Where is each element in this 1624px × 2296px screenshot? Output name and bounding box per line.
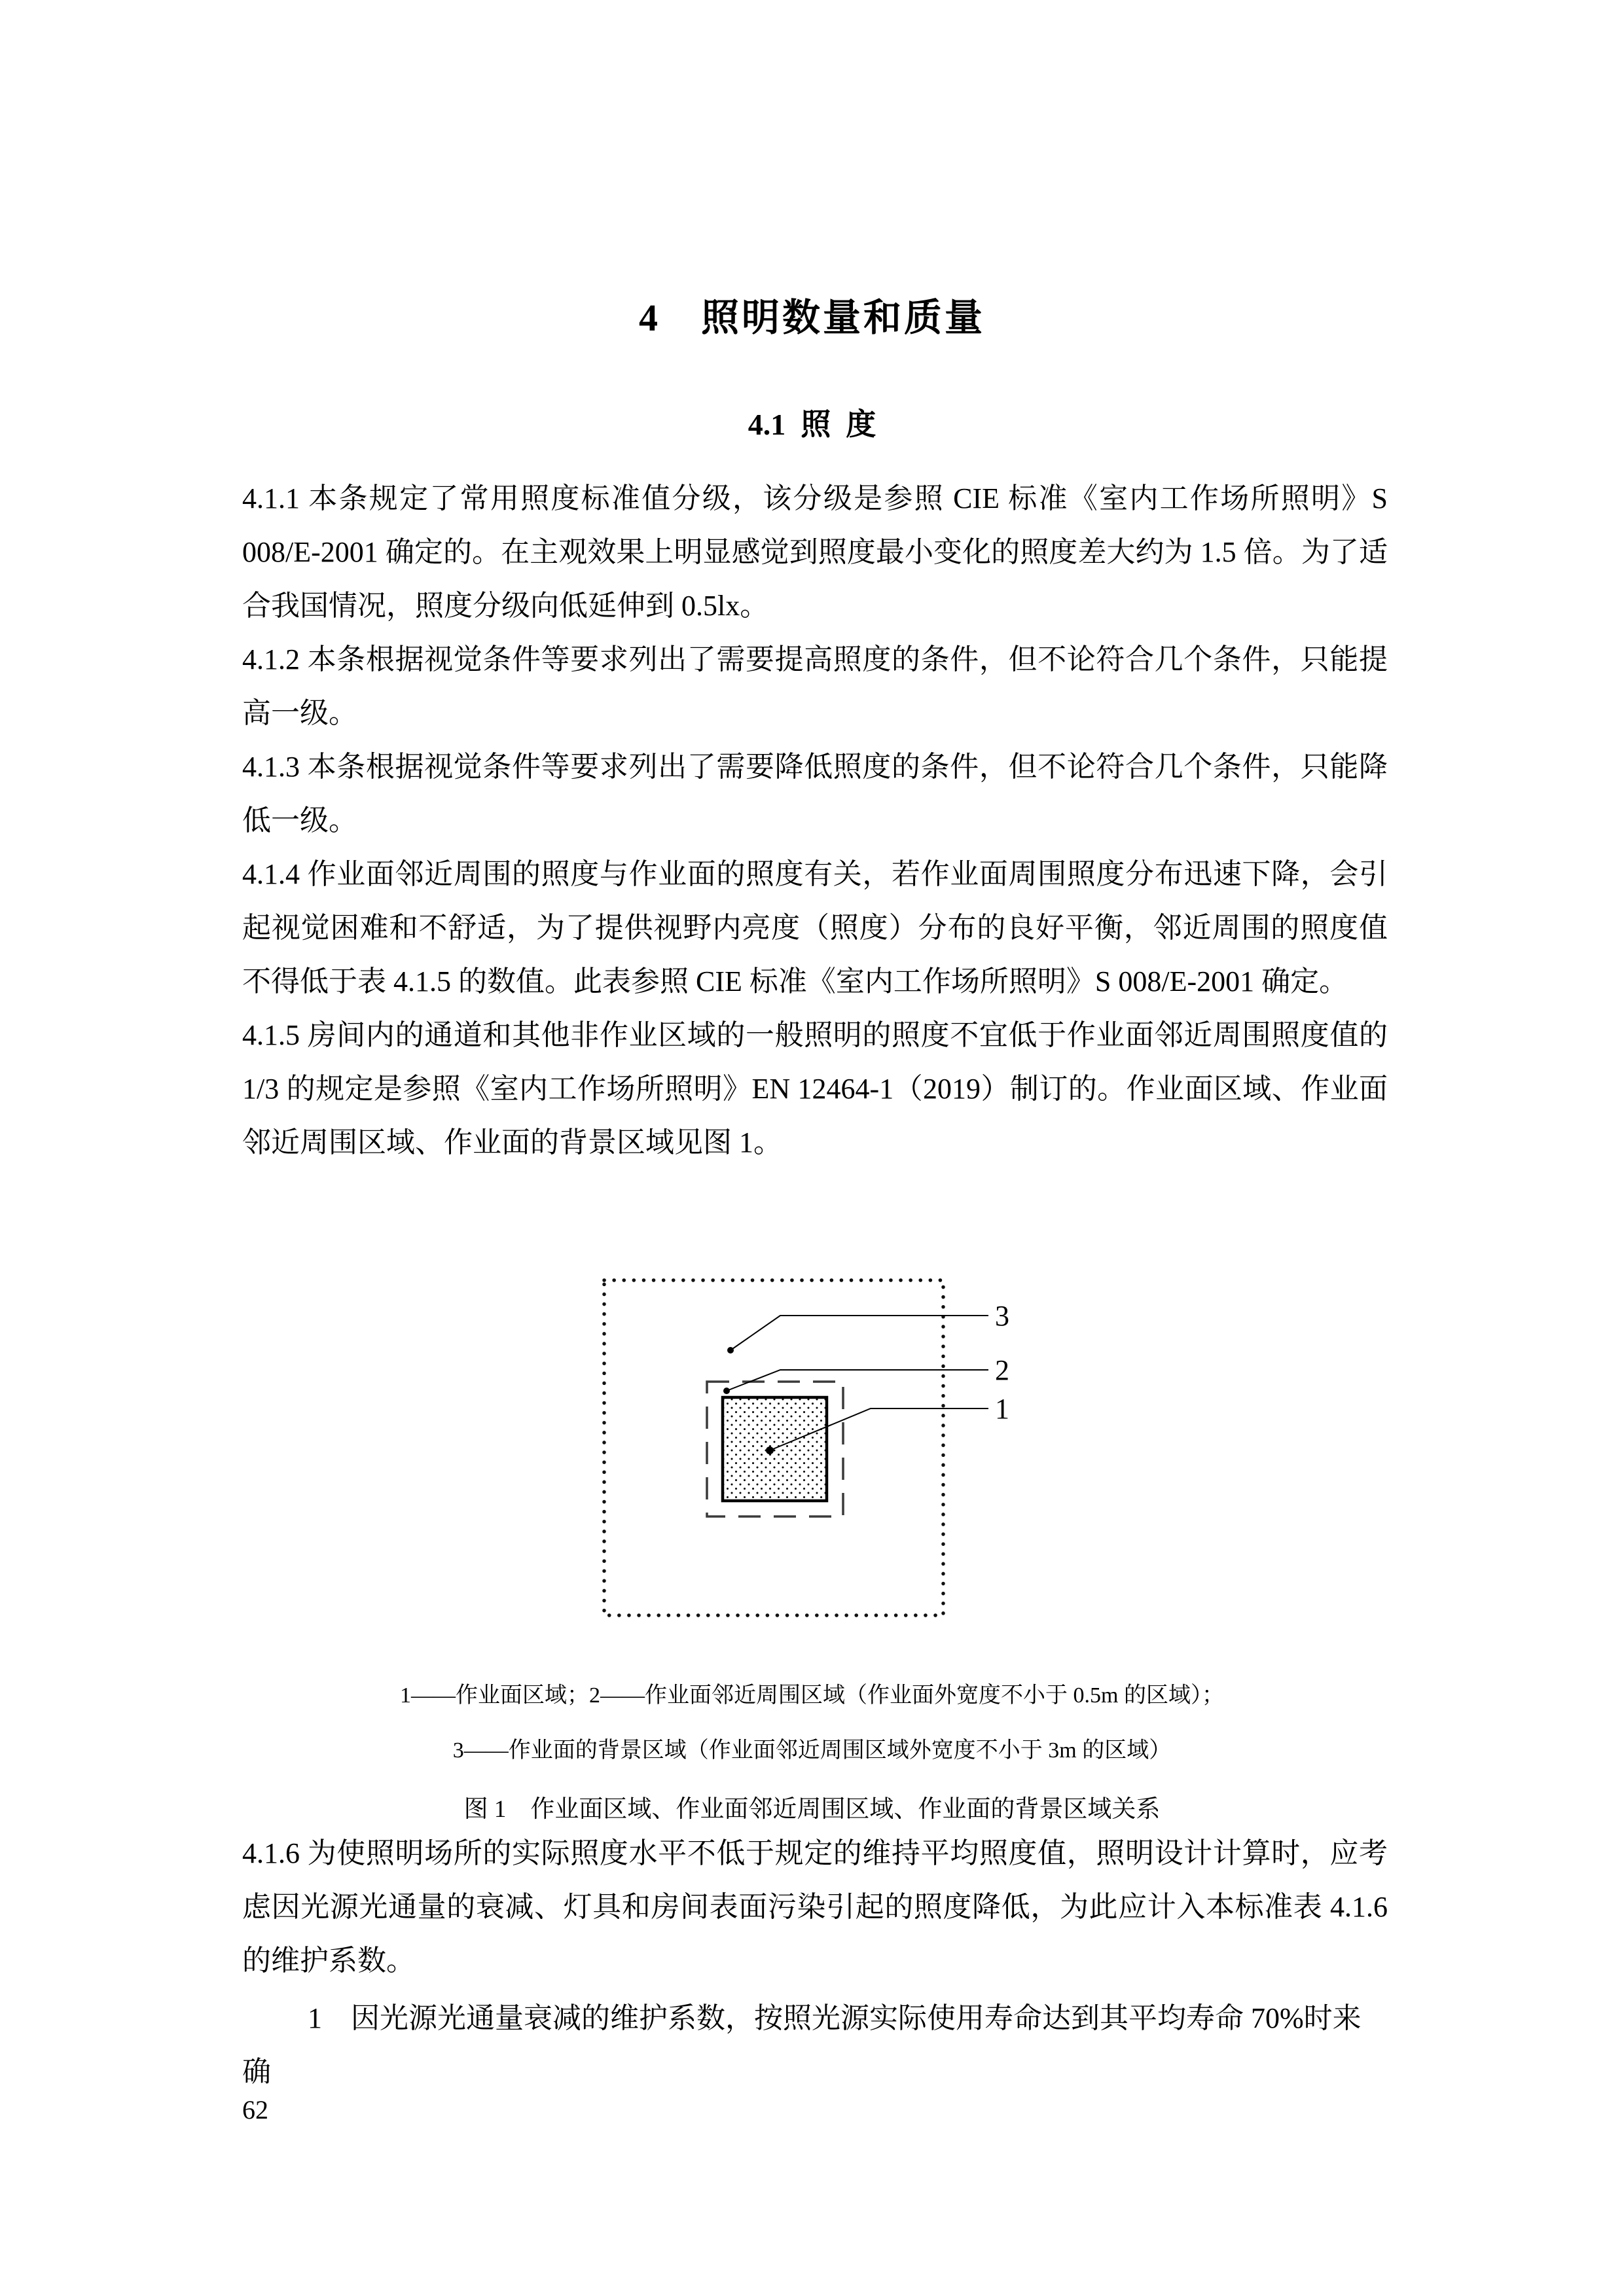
paragraph-4-1-3: 4.1.3 本条根据视觉条件等要求列出了需要降低照度的条件，但不论符合几个条件，只能降低一级。 (242, 751, 1388, 836)
paragraph-4-1-4: 4.1.4 作业面邻近周围的照度与作业面的照度有关，若作业面周围照度分布迅速下降，会引起视觉困难和不舒适，为了提供视野内亮度（照度）分布的良好平衡，邻近周围的照度值不得低于表 4.1.5 的数值。此表参照 CIE 标准《室内工作场所照明》S 008/E-2001 确定。 (242, 858, 1388, 997)
section-title: 4.1 照 度 (748, 408, 876, 441)
figure-caption-line-1: 1——作业面区域；2——作业面邻近周围区域（作业面外宽度不小于 0.5m 的区域）； (400, 1683, 1224, 1708)
note-line-1: 1 因光源光通量衰减的维护系数，按照光源实际使用寿命达到其平均寿命 70%时来确 (242, 2002, 1362, 2088)
figure-region-task (723, 1397, 827, 1501)
paragraph-4-1-1: 4.1.1 本条规定了常用照度标准值分级，该分级是参照 CIE 标准《室内工作场所照明》S 008/E-2001 确定的。在主观效果上明显感觉到照度最小变化的照度差大约为 1.5 倍。为了适合我国情况，照度分级向低延伸到 0.5lx。 (242, 482, 1388, 622)
leader-label-2: 2 (995, 1354, 1009, 1386)
figure-title: 图 1 作业面区域、作业面邻近周围区域、作业面的背景区域关系 (463, 1796, 1161, 1823)
paragraph-4-1-2: 4.1.2 本条根据视觉条件等要求列出了需要提高照度的条件，但不论符合几个条件，只能提高一级。 (242, 643, 1388, 729)
paragraph-4-1-5: 4.1.5 房间内的通道和其他非作业区域的一般照明的照度不宜低于作业面邻近周围照度值的 1/3 的规定是参照《室内工作场所照明》EN 12464-1（2019）制订的。作业面区域、作业面邻近周围区域、作业面的背景区域见图 1。 (242, 1019, 1388, 1158)
leader-label-3: 3 (995, 1300, 1009, 1332)
leader-line-3 (731, 1316, 988, 1350)
figure-1 (602, 1278, 1060, 1646)
leader-label-1: 1 (995, 1393, 1009, 1425)
chapter-title: 4 照明数量和质量 (638, 296, 985, 339)
leader-line-2 (727, 1370, 988, 1391)
figure-caption-line-2: 3——作业面的背景区域（作业面邻近周围区域外宽度不小于 3m 的区域） (452, 1738, 1172, 1763)
figure-1-drawing (602, 1278, 1060, 1646)
page-number: 62 (242, 2095, 268, 2125)
body-text-block (242, 472, 1388, 1170)
paragraph-4-1-6: 4.1.6 为使照明场所的实际照度水平不低于规定的维持平均照度值，照明设计计算时，应考虑因光源光通量的衰减、灯具和房间表面污染引起的照度降低，为此应计入本标准表 4.1.6 的维护系数。 (242, 1837, 1388, 1977)
